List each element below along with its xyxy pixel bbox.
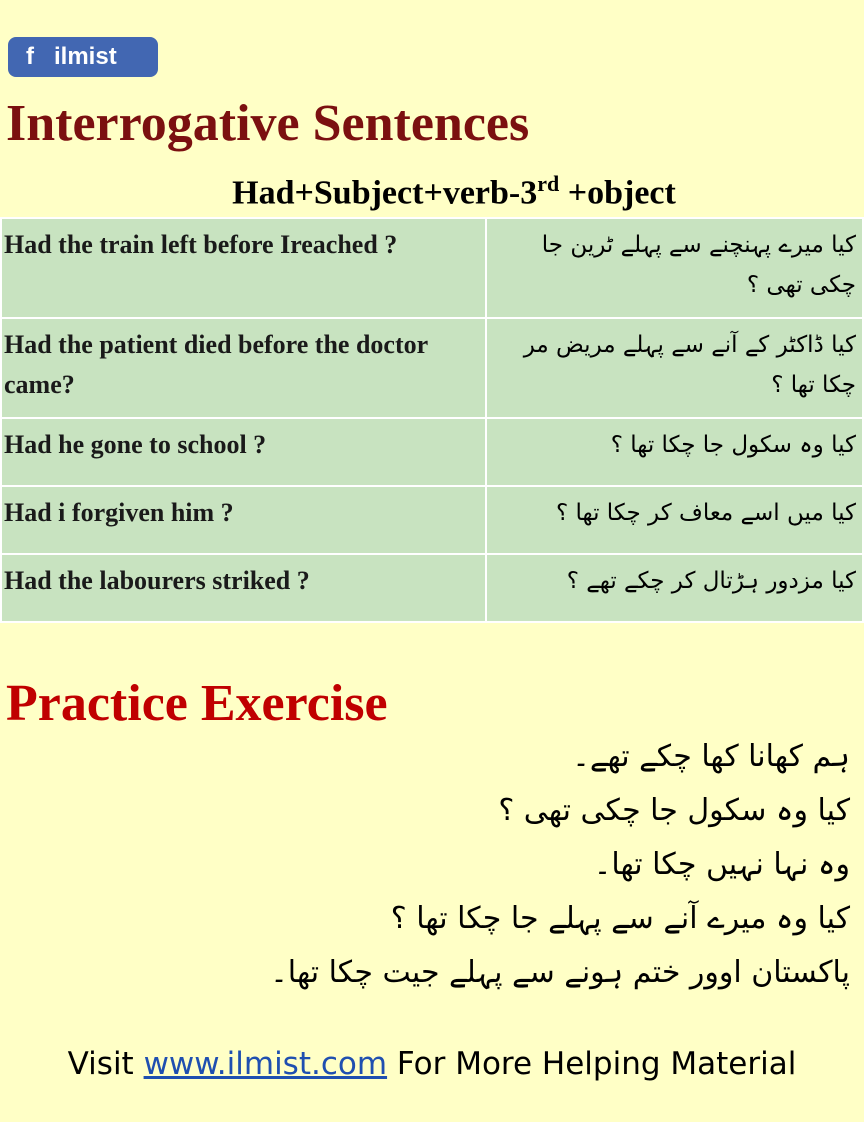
- list-item: پاکستان اوور ختم ہونے سے پہلے جیت چکا تھا۔: [270, 955, 850, 990]
- urdu-sentence: کیا میں اسے معاف کر چکا تھا ؟: [486, 486, 864, 554]
- practice-list: [250, 730, 850, 1000]
- table-row: [1, 486, 863, 554]
- english-sentence: Had he gone to school ?: [1, 418, 486, 486]
- formula-superscript: rd: [537, 171, 560, 196]
- facebook-icon: f: [26, 43, 34, 70]
- table-row: [1, 418, 863, 486]
- english-sentence: Had i forgiven him ?: [1, 486, 486, 554]
- urdu-sentence: کیا میرے پہنچنے سے پہلے ٹرین جا چکی تھی ؟: [486, 218, 864, 318]
- practice-title: Practice Exercise: [6, 675, 388, 732]
- sentence-table: [0, 217, 864, 623]
- english-sentence: Had the patient died before the doctor came?: [1, 318, 486, 418]
- english-sentence: Had the train left before Ireached ?: [1, 218, 486, 318]
- list-item: کیا وہ سکول جا چکی تھی ؟: [498, 793, 850, 828]
- footer-prefix: Visit: [67, 1046, 144, 1082]
- list-item: وہ نہا نہیں چکا تھا۔: [593, 847, 850, 882]
- page-title: Interrogative Sentences: [6, 95, 530, 152]
- english-sentence: Had the labourers striked ?: [1, 554, 486, 622]
- formula-main: Had+Subject+verb-3: [232, 174, 538, 212]
- table-row: [1, 554, 863, 622]
- urdu-sentence: کیا مزدور ہڑتال کر چکے تھے ؟: [486, 554, 864, 622]
- list-item: ہم کھانا کھا چکے تھے۔: [572, 739, 850, 774]
- urdu-sentence: کیا وہ سکول جا چکا تھا ؟: [486, 418, 864, 486]
- footer-suffix: For More Helping Material: [387, 1046, 797, 1082]
- formula-tail: +object: [559, 174, 676, 212]
- urdu-sentence: کیا ڈاکٹر کے آنے سے پہلے مریض مر چکا تھا ؟: [486, 318, 864, 418]
- table-row: [1, 318, 863, 418]
- page-name: ilmist: [54, 43, 117, 70]
- footer: [0, 1040, 864, 1088]
- list-item: کیا وہ میرے آنے سے پہلے جا چکا تھا ؟: [390, 901, 850, 936]
- facebook-badge[interactable]: [8, 37, 158, 77]
- table-row: [1, 218, 863, 318]
- website-link[interactable]: www.ilmist.com: [143, 1046, 388, 1082]
- formula: [0, 162, 864, 215]
